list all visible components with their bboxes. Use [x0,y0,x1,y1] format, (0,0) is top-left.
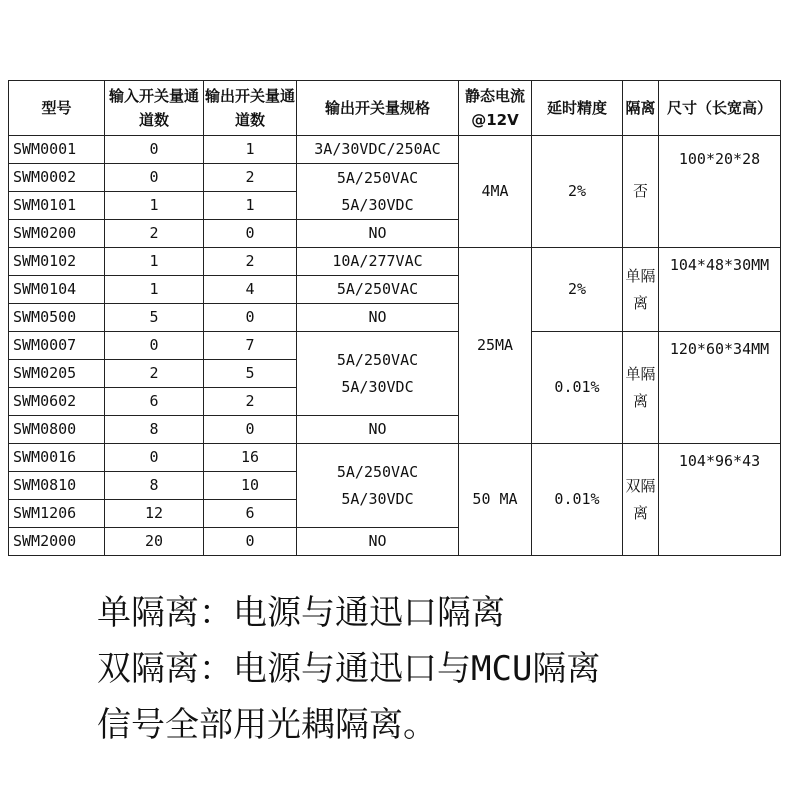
input-count-cell: 8 [105,472,204,500]
note-single-isolation: 单隔离：电源与通迅口隔离 [97,593,505,633]
spec-table [8,80,781,556]
output-count-cell: 7 [204,332,297,360]
output-spec-line: 5A/30VDC [341,377,414,396]
header-output-spec: 输出开关量规格 [297,81,459,136]
output-spec-line: 5A/250VAC [336,462,419,481]
model-cell: SWM0102 [9,248,105,276]
output-spec-cell: 10A/277VAC [297,248,459,276]
input-count-cell: 1 [105,248,204,276]
input-count-cell: 6 [105,388,204,416]
model-cell: SWM0001 [9,136,105,164]
output-count-cell: 2 [204,164,297,192]
input-count-cell: 0 [105,164,204,192]
header-output-channels: 输出开关量通道数 [204,81,297,136]
static-current-cell: 4MA [459,136,532,248]
model-cell: SWM0101 [9,192,105,220]
size-cell: 104*96*43 [659,444,781,556]
delay-cell: 0.01% [532,444,623,556]
input-count-cell: 0 [105,444,204,472]
table-row [9,136,781,164]
isolation-cell: 双隔离 [623,444,659,556]
model-cell: SWM0007 [9,332,105,360]
output-spec-cell: NO [297,220,459,248]
model-cell: SWM0200 [9,220,105,248]
output-spec-cell: 5A/250VAC [297,276,459,304]
input-count-cell: 8 [105,416,204,444]
output-count-cell: 1 [204,192,297,220]
static-current-cell: 25MA [459,248,532,444]
note-optocoupler: 信号全部用光耦隔离。 [97,705,437,745]
input-count-cell: 20 [105,528,204,556]
table-header-row [9,81,781,136]
size-cell: 104*48*30MM [659,248,781,332]
input-count-cell: 5 [105,304,204,332]
header-isolation: 隔离 [623,81,659,136]
isolation-notes [97,585,600,753]
table-row [9,444,781,472]
input-count-cell: 0 [105,136,204,164]
note-double-isolation: 双隔离：电源与通迅口与MCU隔离 [97,649,601,689]
output-count-cell: 2 [204,248,297,276]
input-count-cell: 1 [105,276,204,304]
output-count-cell: 0 [204,416,297,444]
delay-cell: 0.01% [532,332,623,444]
output-count-cell: 4 [204,276,297,304]
model-cell: SWM2000 [9,528,105,556]
model-cell: SWM0002 [9,164,105,192]
input-count-cell: 1 [105,192,204,220]
isolation-cell: 否 [623,136,659,248]
header-delay-precision: 延时精度 [532,81,623,136]
output-spec-cell: NO [297,304,459,332]
input-count-cell: 12 [105,500,204,528]
output-spec-cell [297,444,459,528]
delay-cell: 2% [532,248,623,332]
delay-cell: 2% [532,136,623,248]
table-row [9,248,781,276]
model-cell: SWM0800 [9,416,105,444]
output-spec-cell [297,332,459,416]
output-count-cell: 1 [204,136,297,164]
isolation-cell: 单隔离 [623,332,659,444]
output-count-cell: 2 [204,388,297,416]
output-spec-line: 5A/30VDC [341,195,414,214]
output-count-cell: 0 [204,528,297,556]
output-spec-cell: 3A/30VDC/250AC [297,136,459,164]
output-spec-line: 5A/30VDC [341,489,414,508]
header-model: 型号 [9,81,105,136]
header-static-current: 静态电流@12V [459,81,532,136]
input-count-cell: 2 [105,360,204,388]
output-spec-cell: NO [297,416,459,444]
input-count-cell: 2 [105,220,204,248]
header-size: 尺寸（长宽高） [659,81,781,136]
size-cell: 120*60*34MM [659,332,781,444]
static-current-cell: 50 MA [459,444,532,556]
size-cell: 100*20*28 [659,136,781,248]
input-count-cell: 0 [105,332,204,360]
model-cell: SWM0016 [9,444,105,472]
table-row [9,332,781,360]
output-count-cell: 0 [204,220,297,248]
output-count-cell: 10 [204,472,297,500]
model-cell: SWM0810 [9,472,105,500]
model-cell: SWM0104 [9,276,105,304]
model-cell: SWM0500 [9,304,105,332]
header-input-channels: 输入开关量通道数 [105,81,204,136]
output-count-cell: 5 [204,360,297,388]
output-count-cell: 16 [204,444,297,472]
model-cell: SWM0602 [9,388,105,416]
output-spec-line: 5A/250VAC [336,350,419,369]
output-spec-line: 5A/250VAC [336,168,419,187]
output-count-cell: 6 [204,500,297,528]
output-spec-cell [297,164,459,220]
model-cell: SWM1206 [9,500,105,528]
isolation-cell: 单隔离 [623,248,659,332]
output-count-cell: 0 [204,304,297,332]
model-cell: SWM0205 [9,360,105,388]
output-spec-cell: NO [297,528,459,556]
